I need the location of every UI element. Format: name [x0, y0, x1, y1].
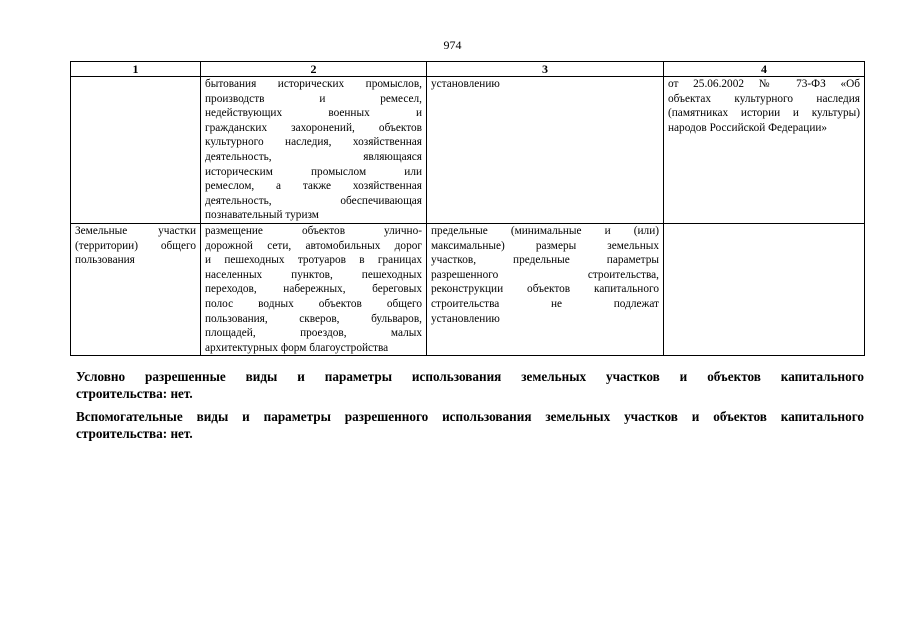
cell-parameters	[427, 223, 664, 355]
cell-legal-basis	[664, 223, 865, 355]
cell-text-line: гражданских захоронений, объектов	[205, 121, 422, 134]
cell-text-line: деятельность, являющаяся	[205, 150, 422, 163]
cell-text-line: площадей, проездов, малых	[205, 327, 422, 340]
auxiliary-uses-statement	[76, 408, 864, 442]
cell-permitted-use	[201, 223, 427, 355]
cell-text-line: пользования, скверов, бульваров,	[205, 312, 422, 325]
cell-text-line: культурного наследия, хозяйственная	[205, 136, 422, 149]
cell-text-line: объектах культурного наследия	[668, 92, 860, 105]
cell-text-line: (территории) общего	[75, 239, 196, 252]
column-header-1: 1	[71, 62, 201, 77]
cell-text-line: ремеслом, а также хозяйственная	[205, 180, 422, 193]
cell-text-line: (памятниках истории и культуры)	[668, 107, 860, 120]
cell-territory	[71, 223, 201, 355]
conditional-uses-statement	[76, 368, 864, 402]
cell-text-line: недействующих военных и	[205, 107, 422, 120]
column-header-2: 2	[201, 62, 427, 77]
cell-text-line: предельные (минимальные и (или)	[431, 224, 659, 237]
cell-text-line: дорожной сети, автомобильных дорог	[205, 239, 422, 252]
cell-text-line: познавательный туризм	[205, 209, 319, 222]
statement-line: строительства: нет.	[76, 426, 193, 441]
cell-text-line: установлению	[431, 78, 500, 90]
cell-text-line: и пешеходных тротуаров в границах	[205, 254, 422, 267]
column-header-4: 4	[664, 62, 865, 77]
cell-text-line: народов Российской Федерации»	[668, 121, 828, 134]
column-header-3: 3	[427, 62, 664, 77]
land-use-table	[70, 61, 865, 356]
cell-text-line: историческим промыслом или	[205, 165, 422, 178]
table-header-row	[71, 62, 865, 77]
cell-territory	[71, 77, 201, 224]
cell-text-line: полос водных объектов общего	[205, 297, 422, 310]
table-row-continued	[71, 77, 865, 224]
cell-text-line: Земельные участки	[75, 224, 196, 237]
cell-text-line: участков, предельные параметры	[431, 254, 659, 267]
cell-text-line: разрешенного строительства,	[431, 268, 659, 281]
cell-text-line: бытования исторических промыслов,	[205, 78, 422, 90]
cell-text-line: строительства не подлежат	[431, 297, 659, 310]
page-number: 974	[443, 38, 462, 52]
statement-line: Вспомогательные виды и параметры разрешенного использования земельных участков и объектов капитального	[76, 409, 864, 424]
cell-text-line: максимальные) размеры земельных	[431, 239, 659, 252]
cell-text-line: архитектурных форм благоустройства	[205, 341, 389, 354]
cell-text-line: деятельность, обеспечивающая	[205, 194, 422, 207]
cell-text-line: переходов, набережных, береговых	[205, 283, 422, 296]
table-row-public-land	[71, 223, 865, 355]
statement-line: Условно разрешенные виды и параметры использования земельных участков и объектов капитального	[76, 369, 864, 384]
cell-text-line: производств и ремесел,	[205, 92, 422, 105]
cell-text-line: от 25.06.2002 № 73-ФЗ «Об	[668, 78, 860, 90]
cell-text-line: пользования	[75, 254, 135, 267]
cell-legal-basis	[664, 77, 865, 224]
cell-text-line: населенных пунктов, пешеходных	[205, 268, 422, 281]
cell-text-line: установлению	[431, 312, 500, 325]
cell-text-line: размещение объектов улично-	[205, 224, 422, 237]
statement-line: строительства: нет.	[76, 386, 193, 401]
cell-permitted-use	[201, 77, 427, 224]
cell-text-line: реконструкции объектов капитального	[431, 283, 659, 296]
cell-parameters	[427, 77, 664, 224]
